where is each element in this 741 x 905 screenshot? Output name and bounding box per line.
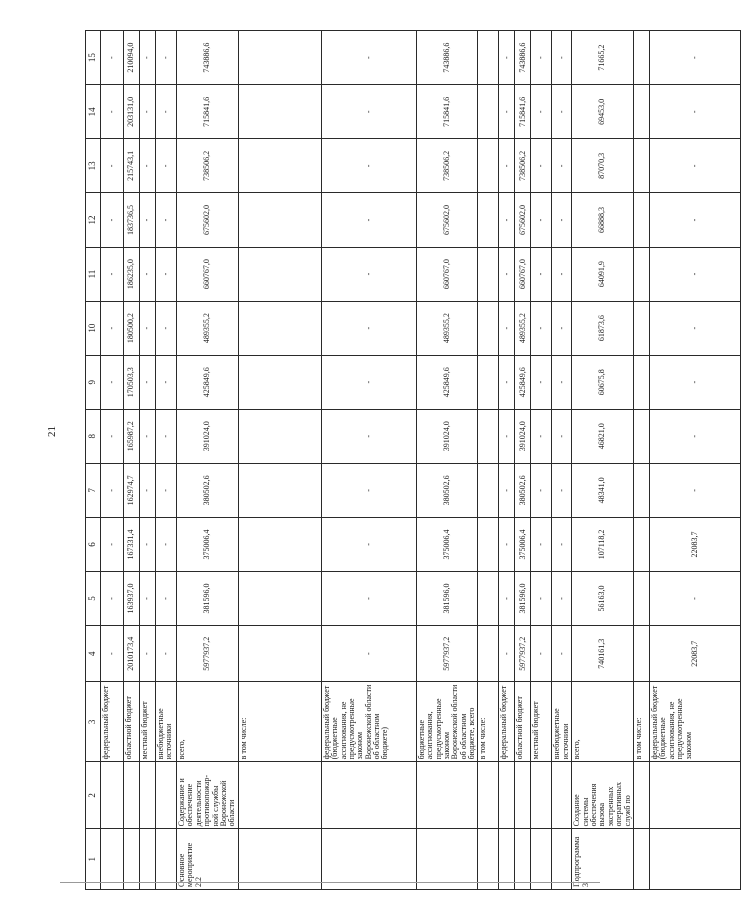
value-cell: - — [156, 247, 177, 301]
value-cell: - — [499, 571, 515, 625]
value-cell — [478, 355, 499, 409]
value-cell: - — [101, 571, 124, 625]
value-cell: - — [531, 626, 552, 682]
value-cell: - — [321, 31, 416, 85]
value-cell — [478, 139, 499, 193]
event-label-cell: Основное мероприятие 2.2 — [177, 829, 239, 890]
event-name-cell — [101, 762, 124, 829]
value-cell: - — [499, 517, 515, 571]
value-cell: 715841,6 — [177, 85, 239, 139]
value-cell: 660767,0 — [515, 247, 531, 301]
value-cell: - — [649, 247, 740, 301]
value-cell: 738506,2 — [177, 139, 239, 193]
value-cell — [633, 409, 649, 463]
value-cell: - — [552, 517, 572, 571]
value-cell: - — [156, 571, 177, 625]
value-cell: 215743,1 — [124, 139, 140, 193]
value-cell: - — [552, 355, 572, 409]
value-cell: - — [321, 355, 416, 409]
funding-source-cell: областной бюджет — [515, 682, 531, 762]
table-row — [499, 31, 515, 890]
value-cell — [238, 85, 321, 139]
value-cell: 46821,0 — [572, 409, 634, 463]
value-cell: 675602,0 — [177, 193, 239, 247]
value-cell: 48341,0 — [572, 463, 634, 517]
value-cell: - — [552, 31, 572, 85]
value-cell — [478, 301, 499, 355]
value-cell: - — [140, 626, 156, 682]
value-cell — [238, 31, 321, 85]
event-label-cell — [416, 829, 478, 890]
value-cell: 391024,0 — [177, 409, 239, 463]
value-cell: 22083,7 — [649, 517, 740, 571]
column-header: 11 — [86, 247, 101, 301]
value-cell: - — [321, 409, 416, 463]
column-header: 15 — [86, 31, 101, 85]
value-cell: 183736,5 — [124, 193, 140, 247]
table-row — [572, 31, 634, 890]
value-cell: 425849,6 — [515, 355, 531, 409]
value-cell: - — [101, 31, 124, 85]
value-cell: 165987,2 — [124, 409, 140, 463]
event-name-cell: Содержание и обеспечение деятельности противопожар-ной службы Воронежской области — [177, 762, 239, 829]
event-label-cell — [515, 829, 531, 890]
table-row — [124, 31, 140, 890]
value-cell: - — [156, 626, 177, 682]
value-cell: - — [499, 355, 515, 409]
value-cell: - — [156, 193, 177, 247]
funding-source-cell: федеральный бюджет — [101, 682, 124, 762]
value-cell: 489355,2 — [177, 301, 239, 355]
value-cell: 743886,6 — [515, 31, 531, 85]
value-cell: - — [101, 301, 124, 355]
event-label-cell — [531, 829, 552, 890]
value-cell: 167331,4 — [124, 517, 140, 571]
value-cell — [238, 409, 321, 463]
column-header: 3 — [86, 682, 101, 762]
value-cell: - — [321, 247, 416, 301]
table-row — [140, 31, 156, 890]
rotated-table-container — [85, 30, 699, 890]
value-cell: - — [552, 301, 572, 355]
value-cell: - — [321, 571, 416, 625]
event-label-cell: Подпрограмма 3 — [572, 829, 634, 890]
value-cell: - — [552, 139, 572, 193]
value-cell: - — [321, 517, 416, 571]
column-header: 13 — [86, 139, 101, 193]
event-name-cell — [531, 762, 552, 829]
column-header: 5 — [86, 571, 101, 625]
value-cell: 381596,0 — [515, 571, 531, 625]
column-header: 6 — [86, 517, 101, 571]
table-row — [552, 31, 572, 890]
column-header: 1 — [86, 829, 101, 890]
value-cell: - — [140, 139, 156, 193]
column-header: 14 — [86, 85, 101, 139]
value-cell: - — [531, 247, 552, 301]
value-cell: - — [649, 409, 740, 463]
value-cell: - — [101, 85, 124, 139]
value-cell: - — [156, 355, 177, 409]
value-cell: 391024,0 — [515, 409, 531, 463]
value-cell: 738506,2 — [416, 139, 478, 193]
value-cell: - — [101, 626, 124, 682]
event-name-cell — [478, 762, 499, 829]
value-cell: 715841,6 — [515, 85, 531, 139]
table-row — [531, 31, 552, 890]
value-cell: 380502,6 — [515, 463, 531, 517]
value-cell: 71665,2 — [572, 31, 634, 85]
value-cell: 743886,6 — [416, 31, 478, 85]
funding-source-cell: бюджетные ассигнования, предусмотренные законом Воронежской области об областном бюджете, всего — [416, 682, 478, 762]
value-cell — [633, 193, 649, 247]
value-cell: 660767,0 — [416, 247, 478, 301]
value-cell: - — [649, 463, 740, 517]
value-cell: - — [649, 139, 740, 193]
table-row — [238, 31, 321, 890]
event-name-cell — [515, 762, 531, 829]
column-header: 2 — [86, 762, 101, 829]
value-cell — [238, 247, 321, 301]
value-cell: 162974,7 — [124, 463, 140, 517]
funding-source-cell: федеральный бюджет (бюджетные ассигнования, не предусмотренные законом Воронежской области об областном бюджете) — [321, 682, 416, 762]
value-cell: - — [140, 31, 156, 85]
value-cell — [633, 355, 649, 409]
value-cell: 489355,2 — [515, 301, 531, 355]
funding-source-cell: в том числе: — [633, 682, 649, 762]
value-cell — [478, 247, 499, 301]
page-bottom-rule — [60, 882, 600, 883]
event-label-cell — [633, 829, 649, 890]
value-cell: - — [156, 409, 177, 463]
value-cell: - — [649, 571, 740, 625]
value-cell: 391024,0 — [416, 409, 478, 463]
value-cell: - — [101, 355, 124, 409]
value-cell — [238, 193, 321, 247]
funding-source-cell: в том числе: — [238, 682, 321, 762]
value-cell — [238, 139, 321, 193]
event-name-cell — [321, 762, 416, 829]
value-cell: 743886,6 — [177, 31, 239, 85]
value-cell — [633, 247, 649, 301]
funding-source-cell: местный бюджет — [531, 682, 552, 762]
table-row — [633, 31, 649, 890]
value-cell: - — [531, 517, 552, 571]
event-name-cell: Создание системы обеспечения вызова экстренных оперативных служб по — [572, 762, 634, 829]
value-cell: - — [499, 85, 515, 139]
value-cell: 210094,0 — [124, 31, 140, 85]
funding-source-cell: внебюджетные источники — [156, 682, 177, 762]
value-cell: 5977937,2 — [515, 626, 531, 682]
value-cell: 186235,0 — [124, 247, 140, 301]
event-label-cell — [499, 829, 515, 890]
value-cell: 375006,4 — [515, 517, 531, 571]
value-cell: - — [531, 571, 552, 625]
event-name-cell — [552, 762, 572, 829]
value-cell — [238, 571, 321, 625]
column-header: 8 — [86, 409, 101, 463]
funding-source-cell: в том числе: — [478, 682, 499, 762]
value-cell: - — [140, 85, 156, 139]
value-cell: - — [321, 85, 416, 139]
event-label-cell — [649, 829, 740, 890]
event-label-cell — [140, 829, 156, 890]
value-cell: - — [499, 301, 515, 355]
value-cell: 425849,6 — [416, 355, 478, 409]
column-header: 10 — [86, 301, 101, 355]
value-cell: - — [101, 139, 124, 193]
value-cell: 675602,0 — [515, 193, 531, 247]
value-cell — [478, 463, 499, 517]
value-cell — [633, 463, 649, 517]
event-label-cell — [321, 829, 416, 890]
value-cell: - — [499, 626, 515, 682]
value-cell: - — [321, 193, 416, 247]
value-cell: 380502,6 — [177, 463, 239, 517]
value-cell — [478, 193, 499, 247]
value-cell: - — [156, 85, 177, 139]
value-cell: - — [156, 139, 177, 193]
value-cell: - — [552, 193, 572, 247]
value-cell: - — [531, 409, 552, 463]
value-cell — [238, 517, 321, 571]
column-header: 7 — [86, 463, 101, 517]
value-cell: - — [321, 301, 416, 355]
table-row — [101, 31, 124, 890]
value-cell: 180500,2 — [124, 301, 140, 355]
value-cell: - — [140, 463, 156, 517]
value-cell: - — [156, 301, 177, 355]
value-cell: 203131,0 — [124, 85, 140, 139]
funding-source-cell: областной бюджет — [124, 682, 140, 762]
event-name-cell — [156, 762, 177, 829]
value-cell: - — [101, 517, 124, 571]
value-cell: - — [552, 626, 572, 682]
value-cell: - — [531, 463, 552, 517]
value-cell: - — [101, 463, 124, 517]
value-cell: 660767,0 — [177, 247, 239, 301]
value-cell: - — [499, 247, 515, 301]
value-cell: 381596,0 — [177, 571, 239, 625]
table-row — [478, 31, 499, 890]
page-number: 21 — [46, 426, 58, 437]
event-name-cell — [633, 762, 649, 829]
value-cell: - — [140, 247, 156, 301]
value-cell — [478, 409, 499, 463]
value-cell: - — [499, 193, 515, 247]
value-cell: 381596,0 — [416, 571, 478, 625]
value-cell: - — [649, 301, 740, 355]
value-cell: - — [140, 355, 156, 409]
value-cell: 5977937,2 — [177, 626, 239, 682]
value-cell — [238, 626, 321, 682]
value-cell — [633, 31, 649, 85]
event-label-cell — [156, 829, 177, 890]
value-cell: 107118,2 — [572, 517, 634, 571]
funding-source-cell: федеральный бюджет (бюджетные ассигнования, не предусмотренные законом — [649, 682, 740, 762]
value-cell: 5977937,2 — [416, 626, 478, 682]
column-header: 9 — [86, 355, 101, 409]
value-cell: - — [156, 463, 177, 517]
value-cell: 675602,0 — [416, 193, 478, 247]
value-cell: 22083,7 — [649, 626, 740, 682]
value-cell: 375006,4 — [416, 517, 478, 571]
funding-source-cell: местный бюджет — [140, 682, 156, 762]
value-cell: - — [531, 139, 552, 193]
event-name-cell — [140, 762, 156, 829]
value-cell: - — [140, 571, 156, 625]
budget-table — [85, 30, 741, 890]
event-label-cell — [101, 829, 124, 890]
value-cell: - — [499, 139, 515, 193]
value-cell: 740161,3 — [572, 626, 634, 682]
value-cell: - — [101, 193, 124, 247]
event-name-cell — [124, 762, 140, 829]
value-cell — [633, 139, 649, 193]
value-cell: - — [321, 463, 416, 517]
value-cell — [478, 571, 499, 625]
value-cell: - — [140, 409, 156, 463]
funding-source-cell: внебюджетные источники — [552, 682, 572, 762]
funding-source-cell: всего, — [572, 682, 634, 762]
value-cell: 2010173,4 — [124, 626, 140, 682]
table-row — [416, 31, 478, 890]
value-cell: - — [101, 247, 124, 301]
table-row — [177, 31, 239, 890]
value-cell: - — [552, 247, 572, 301]
value-cell — [478, 85, 499, 139]
value-cell: 69453,0 — [572, 85, 634, 139]
value-cell: - — [552, 571, 572, 625]
value-cell: 163937,0 — [124, 571, 140, 625]
value-cell — [633, 301, 649, 355]
value-cell: - — [499, 463, 515, 517]
value-cell: - — [156, 31, 177, 85]
value-cell — [238, 463, 321, 517]
table-row — [321, 31, 416, 890]
event-label-cell — [238, 829, 321, 890]
value-cell: 56163,0 — [572, 571, 634, 625]
table-row — [515, 31, 531, 890]
value-cell: - — [649, 355, 740, 409]
value-cell — [238, 301, 321, 355]
funding-source-cell: всего, — [177, 682, 239, 762]
value-cell: 380502,6 — [416, 463, 478, 517]
value-cell: 715841,6 — [416, 85, 478, 139]
value-cell: 64091,9 — [572, 247, 634, 301]
value-cell: - — [531, 85, 552, 139]
value-cell: 66888,3 — [572, 193, 634, 247]
event-label-cell — [124, 829, 140, 890]
value-cell: - — [552, 409, 572, 463]
value-cell: 489355,2 — [416, 301, 478, 355]
value-cell: - — [499, 31, 515, 85]
funding-source-cell: федеральный бюджет — [499, 682, 515, 762]
column-header: 4 — [86, 626, 101, 682]
value-cell: 87070,3 — [572, 139, 634, 193]
value-cell — [633, 85, 649, 139]
value-cell: - — [156, 517, 177, 571]
value-cell: - — [321, 139, 416, 193]
value-cell: - — [499, 409, 515, 463]
value-cell: - — [531, 301, 552, 355]
value-cell — [633, 626, 649, 682]
value-cell: 170503,3 — [124, 355, 140, 409]
column-header: 12 — [86, 193, 101, 247]
value-cell: - — [531, 355, 552, 409]
event-name-cell — [499, 762, 515, 829]
event-name-cell — [649, 762, 740, 829]
value-cell: - — [649, 31, 740, 85]
event-label-cell — [552, 829, 572, 890]
value-cell: - — [101, 409, 124, 463]
event-label-cell — [478, 829, 499, 890]
value-cell: - — [649, 193, 740, 247]
table-row — [649, 31, 740, 890]
value-cell: - — [531, 31, 552, 85]
value-cell: 738506,2 — [515, 139, 531, 193]
value-cell — [633, 571, 649, 625]
value-cell — [478, 626, 499, 682]
value-cell: 375006,4 — [177, 517, 239, 571]
event-name-cell — [238, 762, 321, 829]
value-cell: - — [552, 463, 572, 517]
value-cell: - — [531, 193, 552, 247]
value-cell — [633, 517, 649, 571]
table-row — [156, 31, 177, 890]
value-cell: 425849,6 — [177, 355, 239, 409]
table-body — [101, 31, 741, 890]
value-cell: 60675,8 — [572, 355, 634, 409]
value-cell: - — [140, 193, 156, 247]
header-row — [86, 31, 101, 890]
value-cell: - — [321, 626, 416, 682]
value-cell — [478, 517, 499, 571]
value-cell: 61873,6 — [572, 301, 634, 355]
value-cell — [478, 31, 499, 85]
value-cell: - — [140, 517, 156, 571]
value-cell: - — [552, 85, 572, 139]
value-cell: - — [649, 85, 740, 139]
value-cell: - — [140, 301, 156, 355]
value-cell — [238, 355, 321, 409]
event-name-cell — [416, 762, 478, 829]
